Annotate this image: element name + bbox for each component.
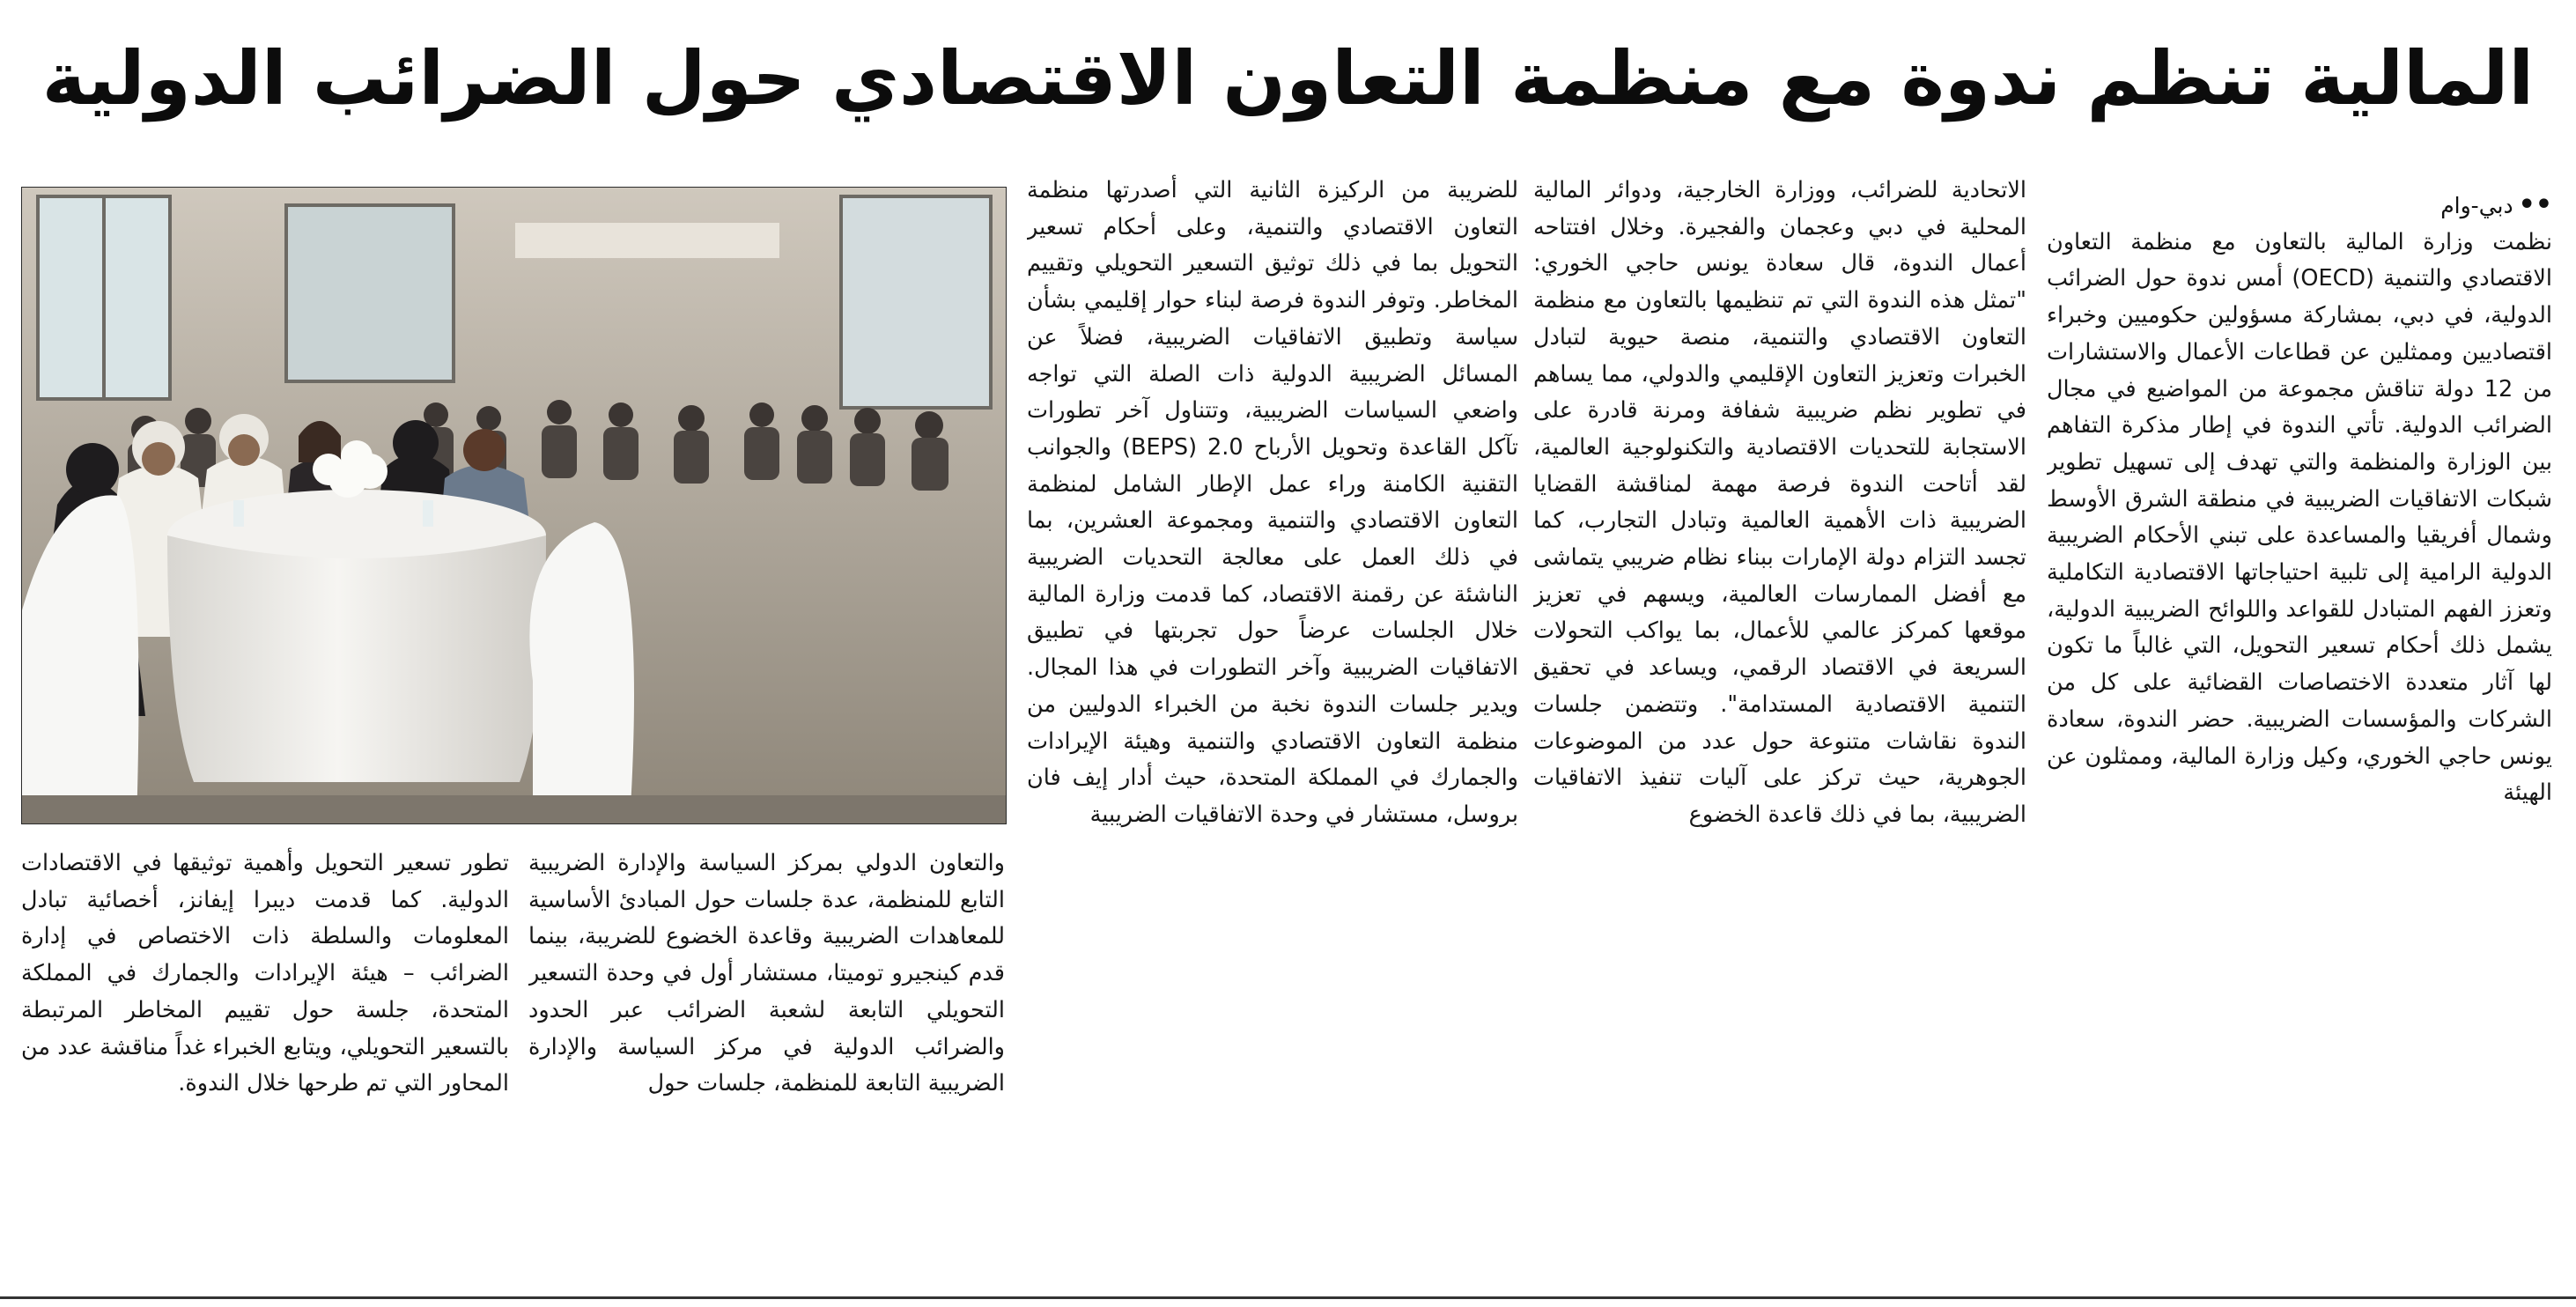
- round-table-cloth: [167, 535, 546, 782]
- event-photo: [21, 187, 1007, 824]
- column-text: تطور تسعير التحويل وأهمية توثيقها في الاقتصادات الدولية. كما قدمت ديبرا إيفانز، أخصائية تبادل المعلومات والسلطة ذات الاختصاص في إدارة الضرائب – هيئة الإيرادات والجمارك في المملكة المتحدة، جلسة حول تقييم المخاطر المرتبطة بالتسعير التحويلي، ويتابع الخبراء غداً مناقشة عدد من المحاور التي تم طرحها خلال الندوة.: [21, 850, 509, 1097]
- ceiling-light-panel: [515, 223, 779, 258]
- article-column-2: [1533, 173, 2026, 1296]
- byline-text: دبي-وام: [2440, 193, 2513, 218]
- column-text: الاتحادية للضرائب، ووزارة الخارجية، ودوائر المالية المحلية في دبي وعجمان والفجيرة. وخلال افتتاحه أعمال الندوة، قال سعادة يونس حاجي الخوري: "تمثل هذه الندوة التي تم تنظيمها بالتعاون مع منظمة التعاون الاقتصادي والتنمية، منصة حيوية لتبادل الخبرات وتعزيز التعاون الإقليمي والدولي، مما يساهم في تطوير نظم ضريبية شفافة ومرنة قادرة على الاستجابة للتحديات الاقتصادية والتكنولوجية العالمية، لقد أتاحت الندوة فرصة مهمة لمناقشة القضايا الضريبية ذات الأهمية العالمية وتبادل التجارب، كما تجسد التزام دولة الإمارات ببناء نظام ضريبي يتماشى مع أفضل الممارسات العالمية، ويسهم في تعزيز موقعها كمركز عالمي للأعمال، بما يواكب التحولات السريعة في الاقتصاد الرقمي، ويساعد في تحقيق التنمية الاقتصادية المستدامة". وتتضمن جلسات الندوة نقاشات متنوعة حول عدد من الموضوعات الجوهرية، حيث تركز على آليات تنفيذ الاتفاقيات الضريبية، بما في ذلك قاعدة الخضوع: [1533, 177, 2026, 828]
- byline: [2047, 187, 2552, 225]
- article-column-1: [2047, 187, 2552, 1296]
- water-glass: [233, 500, 244, 527]
- window-right: [841, 196, 991, 408]
- window-center: [286, 205, 454, 381]
- byline-marker: ••: [2518, 189, 2552, 220]
- column-text: نظمت وزارة المالية بالتعاون مع منظمة التعاون الاقتصادي والتنمية (OECD) أمس ندوة حول الضرائب الدولية، في دبي، بمشاركة مسؤولين حكوميين وخبراء اقتصاديين وممثلين عن قطاعات الأعمال والاستشارات من 12 دولة تناقش مجموعة من المواضيع في مجال الضرائب الدولية. تأتي الندوة في إطار مذكرة التفاهم بين الوزارة والمنظمة والتي تهدف إلى تسهيل تطوير شبكات الاتفاقيات الضريبية في منطقة الشرق الأوسط وشمال أفريقيا والمساعدة على تبني الأحكام الضريبية الدولية الرامية إلى تلبية احتياجاتها الاقتصادية التكاملية وتعزز الفهم المتبادل للقواعد واللوائح الضريبية الدولية، يشمل ذلك أحكام تسعير التحويل، التي غالباً ما تكون لها آثار متعددة الاختصاصات القضائية على كل من الشركات والمؤسسات الضريبية. حضر الندوة، سعادة يونس حاجي الخوري، وكيل وزارة المالية، وممثلون عن الهيئة: [2047, 228, 2552, 807]
- water-glass: [423, 500, 433, 527]
- headline: المالية تنظم ندوة مع منظمة التعاون الاقتصادي حول الضرائب الدولية: [41, 35, 2535, 122]
- article-column-5: [21, 845, 509, 1296]
- column-text: للضريبة من الركيزة الثانية التي أصدرتها منظمة التعاون الاقتصادي والتنمية، وعلى أحكام تسعير التحويل بما في ذلك توثيق التسعير التحويلي وتقييم المخاطر. وتوفر الندوة فرصة لبناء حوار إقليمي بشأن سياسة وتطبيق الاتفاقيات الضريبية، فضلاً عن المسائل الضريبية الدولية ذات الصلة التي تواجه واضعي السياسات الضريبية، وتتناول آخر تطورات تآكل القاعدة وتحويل الأرباح 2.0 (BEPS) والجوانب التقنية الكامنة وراء عمل الإطار الشامل لمنظمة التعاون الاقتصادي والتنمية ومجموعة العشرين، بما في ذلك العمل على معالجة التحديات الضريبية الناشئة عن رقمنة الاقتصاد، كما قدمت وزارة المالية خلال الجلسات عرضاً حول تجربتها في تطبيق الاتفاقيات الضريبية وآخر التطورات في هذا المجال. ويدير جلسات الندوة نخبة من الخبراء الدوليين من منظمة التعاون الاقتصادي والتنمية وهيئة الإيرادات والجمارك في المملكة المتحدة، حيث أدار إيف فان بروسل، مستشار في وحدة الاتفاقيات الضريبية: [1027, 177, 1518, 828]
- article-column-4: [528, 845, 1005, 1296]
- column-text: والتعاون الدولي بمركز السياسة والإدارة الضريبية التابع للمنظمة، عدة جلسات حول المبادئ الأساسية للمعاهدات الضريبية وقاعدة الخضوع للضريبة، بينما قدم كينجيرو توميتا، مستشار أول في وحدة التسعير التحويلي التابعة لشعبة الضرائب عبر الحدود والضرائب الدولية في مركز السياسة والإدارة الضريبية التابعة للمنظمة، جلسات حول: [528, 850, 1005, 1097]
- bottom-rule: [0, 1296, 2576, 1299]
- article-column-3: [1027, 173, 1518, 1296]
- floor: [22, 795, 1006, 823]
- event-photo-illustration: [22, 188, 1006, 823]
- chair-cover-right: [529, 522, 634, 823]
